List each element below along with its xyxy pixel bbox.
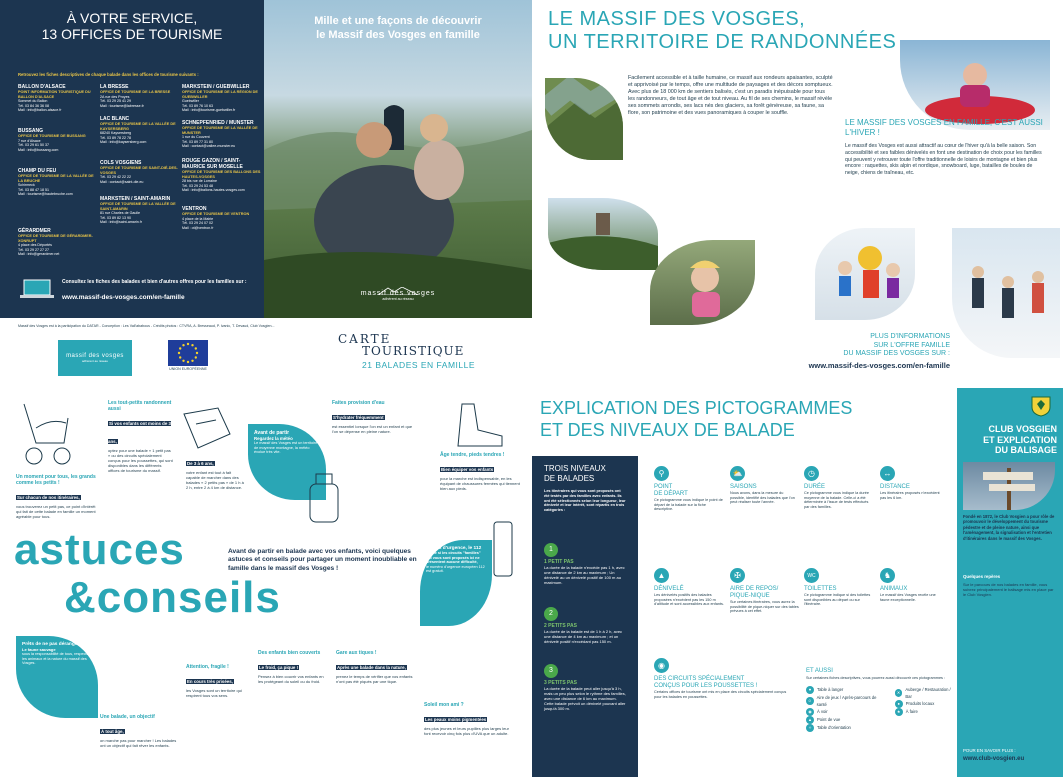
territory-title-2: UN TERRITOIRE DE RANDONNÉES	[548, 31, 897, 53]
tip-text: des plus jeunes et leurs pupilles plus larges leur font recevoir cinq fois plus d'UVA que un adulte.	[424, 726, 509, 736]
office-sub: OFFICE DE TOURISME DE LA VALLÉE DE MUNSTER	[182, 126, 258, 135]
picto-text: Ce pictogramme vous indique le point de départ de la balade sur la fiche descriptive.	[654, 498, 723, 512]
office-title: GÉRARDMER	[18, 228, 51, 234]
club-title: CLUB VOSGIEN ET EXPLICATION DU BALISAGE	[983, 424, 1057, 455]
tip-title: En cas d'urgence, le 112	[426, 546, 482, 551]
office-title: BUSSANG	[18, 128, 44, 134]
office-sub: OFFICE DE TOURISME DE LA BRESSE	[100, 90, 171, 94]
office-text: Sommet du Ballon Tél. 03 84 36 36 08 Mail : info@ballon-alsace.fr	[18, 99, 62, 113]
baby-change-icon: ♥	[806, 686, 814, 694]
tip-highlight: Le faune sauvage	[22, 647, 56, 652]
club-body: Fondé en 1872, le Club Vosgien a pour rôle de promouvoir le développement du tourisme pédestre et de pleine nature, ainsi que l'aménagement, la signalisation et l'entretien d'itinéraires dans le massif des Vosges.	[963, 514, 1055, 541]
tip-title: Gare aux tiques !	[336, 650, 377, 656]
office-text: Tél. 03 29 42 22 22 Mail : contact@saint-die.eu	[100, 175, 144, 184]
picto-text: Certains offices de tourisme ont mis en place des circuits spécialement conçus pour les balades en poussettes.	[654, 690, 787, 699]
legend-item	[895, 686, 956, 700]
cover-logo	[340, 282, 456, 301]
office-title: MARKSTEIN / GUEBWILLER	[182, 84, 250, 90]
tip-text: est essentiel lorsque l'on est un enfant et que l'on se dépense en pleine nature.	[332, 424, 413, 434]
legend-item	[895, 700, 956, 708]
office-sub: OFFICE DE TOURISME DE LA VALLÉE DE KAYSERSBERG	[100, 122, 176, 131]
level-2	[544, 607, 626, 644]
tip-10	[258, 650, 324, 684]
legend-label: Auberge / Restauration / Bar	[905, 686, 951, 699]
tip-highlight: De 3 à 6 ans,	[187, 461, 214, 466]
office-text: Schirmeck Tél. 03 88 47 18 51 Mail : tourisme@hautebruche.com	[18, 183, 73, 197]
web-link[interactable]: www.massif-des-vosges.com/en-famille	[62, 294, 185, 301]
office-title: COLS VOSGIENS	[100, 160, 142, 166]
picto-text: Les dénivelés positifs des balades proposées n'excèdent pas les 150 m d'altitude et sont accessibles aux enfants.	[654, 593, 724, 607]
office-sub: POINT INFORMATION TOURISTIQUE DU BALLON D'ALSACE	[18, 90, 91, 99]
tip-text: les Vosges sont un territoire qui respirent tous vos sens.	[186, 688, 242, 698]
legend-item	[806, 694, 885, 708]
tip-title: Âge tendre, pieds tendres !	[440, 452, 505, 458]
legend-item	[806, 708, 885, 716]
offices-title: À VOTRE SERVICE, 13 OFFICES DE TOURISME	[41, 10, 223, 42]
tip-11	[336, 650, 416, 684]
also-left-list	[806, 686, 885, 732]
tip-title: Faites provision d'eau	[332, 400, 385, 406]
logo-mountain-icon	[340, 282, 456, 290]
office-title: BALLON D'ALSACE	[18, 84, 66, 90]
tip-text: Pensez à bien couvrir vos enfants en les protégeant du soleil ou du froid.	[258, 674, 324, 684]
legend-label: À voir	[817, 709, 828, 715]
bottle-drawing	[300, 470, 348, 526]
territory-title-1: LE MASSIF DES VOSGES,	[548, 8, 806, 30]
skiers-photo	[815, 228, 915, 320]
tip-highlight: Les peaux moins pigmentées	[425, 717, 487, 722]
level-3-icon: 3	[544, 664, 558, 678]
girl-photo	[650, 240, 755, 325]
picto-text: Nous avons, dans la mesure du possible, identifié des balades que l'on peut réaliser toute l'année.	[730, 491, 795, 505]
offices-col-1	[18, 84, 96, 257]
carte-line-2: TOURISTIQUE	[362, 344, 465, 358]
level-text: La durée de la balade est de 1 h à 2 h, avec une distance de 4 km au maximum ; et un dénivelé positif n'excédant pas 150 m.	[544, 628, 623, 644]
offices-col-3	[182, 84, 262, 230]
legend-item	[806, 724, 885, 732]
tip-13	[424, 702, 516, 736]
picto-denivele	[654, 568, 724, 607]
also-right-list	[895, 686, 956, 732]
activity-icon: ★	[895, 708, 903, 716]
winter-body: Le massif des Vosges est aussi attractif au cœur de l'hiver qu'à la belle saison. Son accessibilité et ses faibles dénivelés en font une destination de choix pour les familles qui peuvent y retrouver toute l'offre traditionnelle de loisirs de montagne et bien plus encore : raquettes, skis alpin et nordique, snowboard, luge, batailles de boules de neige, chiens de traîneau, etc.	[845, 143, 1042, 177]
picto-text: Le massif des Vosges recèle une faune exceptionnelle.	[880, 593, 936, 602]
office-sub: OFFICE DE TOURISME DE LA VALLÉE DE LA BRUCHE	[18, 174, 94, 183]
levels-intro: Les itinéraires qui vous sont proposés ont été testés par des familles avec enfants. Ils ont été sélectionnés selon leur longueur, leur dénivelé et leur intérêt, sont répartis en trois catégories :	[544, 489, 626, 513]
club-sub: Quelques repères	[963, 574, 1001, 579]
tip-highlight: En cours très prisées,	[187, 679, 233, 684]
cover-title: Mille et une façons de découvrir le Massif des Vosges en famille	[314, 15, 482, 41]
clock-icon: ◷	[804, 466, 819, 481]
office-text: 28 bis rue de Lorraine Tél. 03 29 24 53 48 Mail : info@ballons-hautes-vosges.com	[182, 179, 245, 193]
snowshoe-photo	[952, 228, 1060, 358]
castle-photo	[548, 198, 658, 270]
picto-aire	[730, 568, 800, 614]
office-title: LAC BLANC	[100, 116, 130, 122]
tip-title: Un moment pour tous, les grands comme les petits !	[16, 474, 96, 486]
level-text: La durée de la balade n'excède pas 1 h, avec une distance de 2 km au maximum ; Un dénivelé au un dénivelé positif de 100 m au maximum.	[544, 564, 625, 585]
level-1	[544, 543, 626, 585]
elevation-icon: ▲	[654, 568, 669, 583]
badge-logo-subtext: adhérent au réseau	[81, 359, 109, 363]
leaf-decoration	[545, 78, 623, 160]
tip-title: Prêts de ne pas déranger	[22, 642, 80, 647]
picto-animaux	[880, 568, 946, 602]
picnic-table-icon: ✠	[730, 568, 745, 583]
level-title: 3 PETITS PAS	[544, 679, 577, 686]
picto-text: Sur certaines itinéraires, vous aurez la possibilité de pique-niquer sur des tables prévues à cet effet.	[730, 600, 799, 614]
picto-duree	[804, 466, 872, 510]
level-2-icon: 2	[544, 607, 558, 621]
tip-highlight: Sur chacun de nos itinéraires,	[17, 495, 80, 500]
legend-label: Produits locaux	[905, 701, 935, 707]
orientation-table-icon: ✧	[806, 724, 814, 732]
picto-title: DÉNIVELÉ	[654, 586, 684, 592]
weather-icon: ⛅	[730, 466, 745, 481]
also-section	[806, 668, 956, 732]
level-title: 2 PETITS PAS	[544, 622, 577, 629]
office-text: 81 rue Charles de Gaulle Tél. 03 89 82 13 90 Mail : info@saint-amarin.fr	[100, 211, 142, 225]
office-sub: OFFICE DE TOURISME DE BUSSANG	[18, 134, 86, 138]
tip-title: Avant de partir	[254, 430, 290, 436]
astuces-word: astuces	[14, 525, 185, 574]
tip-text: optez pour une balade « 1 petit pas » ou des circuits spécialement conçus pour les poussettes, qui sont disponibles dans les différents offices de tourisme du massif.	[108, 448, 173, 473]
club-list: Sur le parcours de nos balades en famille, vous suivrez principalement le balisage mis en place par le Club Vosgien.	[963, 582, 1054, 597]
phone-drawing	[490, 520, 516, 580]
tip-title: Des enfants bien couverts	[258, 650, 321, 656]
map-pin-icon: ⚲	[654, 466, 669, 481]
legend-label: Aire de jeux / Après-parcours de santé	[816, 694, 877, 707]
credits-text: Massif des Vosges est à la participation du DATAR - Conception : Les Vall'ababous - Crédits photos : CTVRA, A. Bresseaud, P. Ivanic, T. Devaud, Club Vosgien...	[18, 324, 275, 328]
local-products-icon: ●	[895, 700, 903, 708]
picto-title: AIRE DE REPOS/ PIQUE-NIQUE	[730, 586, 779, 599]
tip-5	[440, 452, 520, 491]
levels-panel	[532, 456, 638, 777]
stroller-drawing	[16, 398, 76, 468]
tip-highlight: Regardez la météo	[254, 436, 293, 441]
tip-2	[186, 452, 244, 490]
shoe-drawing	[452, 400, 508, 450]
office-sub: OFFICE DE TOURISME DE VENTRON	[182, 212, 250, 216]
pictos-title-1: EXPLICATION DES PICTOGRAMMES	[540, 398, 853, 418]
picto-title: DISTANCE	[880, 484, 910, 490]
office-sub: OFFICE DE TOURISME DES BALLONS DES HAUTES-VOSGES	[182, 170, 261, 179]
eu-flag	[168, 340, 208, 366]
office-title: SCHNEPFENRIED / MUNSTER	[182, 120, 254, 126]
picto-title: SAISONS	[730, 484, 757, 490]
office-title: LA BRESSE	[100, 84, 129, 90]
tip-highlight: Même si les circuits "familles" qui vous sont proposés ici ne présentent aucune difficulté,	[426, 551, 481, 565]
level-3	[544, 664, 626, 711]
tip-title: Une balade, un objectif	[100, 714, 155, 720]
tip-text: vous trouverez un petit pas, ce point d'intérêt qui fait de cette balade en famille un moment agréable pour tous.	[16, 504, 96, 519]
picto-toilettes	[804, 568, 872, 607]
offices-intro: Retrouvez les fiches descriptives de chaque balade dans les offices de tourisme suivants :	[18, 72, 199, 77]
picto-title: TOILETTES	[804, 586, 837, 592]
more-info-link[interactable]: www.massif-des-vosges.com/en-famille	[808, 361, 950, 370]
office-title: MARKSTEIN / SAINT-AMARIN	[100, 196, 171, 202]
playground-icon: ☺	[807, 698, 812, 704]
tip-text: sous la responsabilité de tous, respectez les animaux et la nature du massif des Vosges.	[22, 652, 91, 666]
carte-line-1: CARTE	[338, 332, 392, 346]
conseils-word: &conseils	[64, 573, 281, 622]
levels-title: TROIS NIVEAUX DE BALADES	[544, 464, 606, 483]
eu-label: UNION EUROPÉENNE	[169, 367, 207, 371]
logo-subtext: adhérent au réseau	[382, 297, 414, 301]
tip-text: le numéro d'urgence européen 112 est gratuit.	[426, 564, 485, 574]
office-sub: OFFICE DE TOURISME DE LA VALLÉE DE SAINT-AMARIN	[100, 202, 176, 211]
club-more: POUR EN SAVOIR PLUS :	[963, 748, 1016, 753]
carrier-drawing	[178, 404, 240, 456]
tip-8-leaf	[16, 636, 98, 718]
tip-4	[332, 400, 418, 434]
web-text: Consultez les fiches des balades et bien d'autres offres pour les familles sur :	[62, 279, 247, 285]
winter-title: LE MASSIF DES VOSGES EN FAMILLE, C'EST AUSSI L'HIVER !	[845, 118, 1043, 137]
pictos-title-2: ET DES NIVEAUX DE BALADE	[540, 420, 795, 440]
tip-7-leaf	[420, 540, 492, 626]
tip-text: Le massif des Vosges est un territoire de moyenne montagne, la météo évolue très vite.	[254, 441, 318, 455]
massif-logo-badge	[58, 340, 132, 376]
tip-text: on marche pas pour marcher ! Les balades ont un objectif qui fait rêver les enfants.	[100, 738, 177, 748]
office-text: 4 place des Déportés Tél. 03 29 27 27 27 Mail : info@gerardmer.net	[18, 243, 60, 257]
tip-title: Soleil mon ami ?	[424, 702, 464, 708]
tip-highlight: Si vos enfants ont moins de 3 ans,	[108, 421, 171, 444]
office-text: Guebwiller Tél. 03 89 76 10 63 Mail : info@tourisme-guebwiller.fr	[182, 99, 236, 113]
office-text: 1 rue du Couvent Tél. 03 89 77 31 80 Mail : contact@vallee-munster.eu	[182, 135, 236, 149]
picto-depart	[654, 466, 724, 512]
toilet-icon: WC	[804, 568, 819, 583]
tip-title: Les tout-petits randonnent aussi	[108, 400, 172, 412]
viewpoint-icon: ▲	[806, 716, 814, 724]
office-text: 68240 Kaysersberg Tél. 03 89 78 22 78 Mail : info@kaysersberg.com	[100, 131, 147, 145]
picto-text: Les itinéraires proposés n'excèdent pas les 6 km.	[880, 491, 940, 500]
astuces-intro: Avant de partir en balade avec vos enfants, voici quelques astuces et conseils pour partager un moment inoubliable en famille dans le massif des Vosges !	[228, 548, 417, 572]
picto-distance	[880, 466, 946, 500]
animal-icon: ♞	[880, 568, 895, 583]
level-text: La durée de la balade peut aller jusqu'à 3 h, mais un peu plus selon le rythme des familles, avec une distance de 6 km au maximum. Cette balade prévoit un dénivelé pouvant aller jusqu'à 300 m.	[544, 685, 626, 711]
legend-label: Table d'orientation	[817, 725, 851, 731]
picto-text: Ce pictogramme vous indique la durée moyenne de la balade. Celle-ci a été déterminée à l'issue de tests effectués par des familles.	[804, 491, 870, 510]
tip-text: pour la marche est indispensable, en les équipant de chaussures fermées qui tiennent bien aux pieds.	[440, 476, 520, 491]
picto-saisons	[730, 466, 796, 505]
restaurant-icon: ✕	[895, 689, 903, 697]
territory-body: Facilement accessible et à taille humaine, ce massif aux rondeurs apaisantes, sculpté et apprivoisé par le temps, offre une multitude de paysages et des décors somptueux. Avec plus de 18 000 km de sentiers balisés, c'est un paradis inépuisable pour tous les randonneurs, de tout âge et de tout niveau. Au fil de ses chemins, le massif révèle ses sommets arrondis, ses lacs nés des glaciers, sa forêt généreuse, sa faune, sa flore, son patrimoine et des vues panoramiques à couper le souffle.	[628, 75, 833, 116]
picto-title: DES CIRCUITS SPÉCIALEMENT CONÇUS POUR LES POUSSETTES !	[654, 676, 758, 689]
level-title: 1 PETIT PAS	[544, 558, 574, 565]
tip-text: votre enfant est tout à fait capable de marcher dans des balades « 2 petits pas » de 1 h à 2 h, entre 2 à 4 km de distance.	[186, 470, 244, 490]
office-sub: OFFICE DE TOURISME DE SAINT-DIÉ-DES-VOSGES	[100, 166, 178, 175]
legend-item	[806, 686, 885, 694]
level-1-icon: 1	[544, 543, 558, 557]
legend-label: À faire	[905, 709, 918, 715]
badge-logo-text: massif des vosges	[66, 353, 124, 359]
offices-col-2	[100, 84, 178, 225]
office-text: 7 rue d'Alsace Tél. 03 29 61 50 37 Mail : info@bussang.com	[18, 138, 59, 152]
carte-line-3: 21 BALADES EN FAMILLE	[362, 360, 476, 370]
picto-title: ANIMAUX	[880, 586, 908, 592]
tip-12	[100, 714, 182, 748]
tip-highlight: S'hydrater fréquemment	[333, 415, 384, 420]
legend-label: Point de vue	[817, 717, 841, 723]
tip-9	[186, 664, 254, 698]
picto-poussettes	[654, 658, 794, 699]
office-text: 4 place de la Mairie Tél. 03 29 24 07 02 Mail : ot@ventron.fr	[182, 216, 214, 230]
office-title: ROUGE GAZON / SAINT-MAURICE SUR MOSELLE	[182, 158, 243, 170]
eye-icon: ◉	[806, 708, 814, 716]
club-shield-icon	[1030, 395, 1052, 417]
office-sub: OFFICE DE TOURISME DE LA RÉGION DE GUEBWILLER	[182, 90, 258, 99]
logo-text: massif des vosges	[360, 290, 436, 297]
picto-text: Ce pictogramme indique si des toilettes sont disponibles au départ ou sur l'itinéraire.	[804, 593, 871, 607]
tip-highlight: Le froid, ça pique !	[259, 665, 299, 670]
also-title: ET AUSSI	[806, 668, 833, 674]
picto-title: POINT DE DÉPART	[654, 484, 688, 497]
cover-photo	[264, 0, 532, 318]
legend-item	[806, 716, 885, 724]
also-intro: Sur certaines fiches descriptives, vous pourrez aussi découvrir ces pictogrammes :	[806, 676, 946, 680]
club-link[interactable]: www.club-vosgien.eu	[963, 756, 1025, 762]
tip-text: prenez le temps de vérifier que vos enfants n'ont pas été piqués par une tique.	[336, 674, 413, 684]
sled-photo	[900, 40, 1050, 130]
tip-highlight: À tout âge,	[101, 729, 124, 734]
tip-title: Attention, fragile !	[186, 664, 229, 670]
laptop-icon	[20, 279, 54, 299]
legend-label: Table à langer	[817, 687, 844, 693]
tip-6	[16, 474, 100, 519]
tip-highlight: Après une balade dans la nature,	[337, 665, 406, 670]
office-sub: OFFICE DE TOURISME DE GÉRARDMER-XONRUPT	[18, 234, 93, 243]
office-title: VENTRON	[182, 206, 207, 212]
more-info-label: PLUS D'INFORMATIONS SUR L'OFFRE FAMILLE DU MASSIF DES VOSGES SUR :	[843, 333, 950, 357]
legend-item	[895, 708, 956, 716]
office-text: 2A rue des Proyes Tél. 03 29 25 41 29 Mail : tourisme@labresse.fr	[100, 94, 144, 108]
office-title: CHAMP DU FEU	[18, 168, 57, 174]
distance-icon: ↔	[880, 466, 895, 481]
picto-title: DURÉE	[804, 484, 826, 490]
stroller-icon: ◉	[654, 658, 669, 673]
tip-1	[108, 400, 174, 473]
tip-highlight: Bien équiper vos enfants	[441, 467, 494, 472]
